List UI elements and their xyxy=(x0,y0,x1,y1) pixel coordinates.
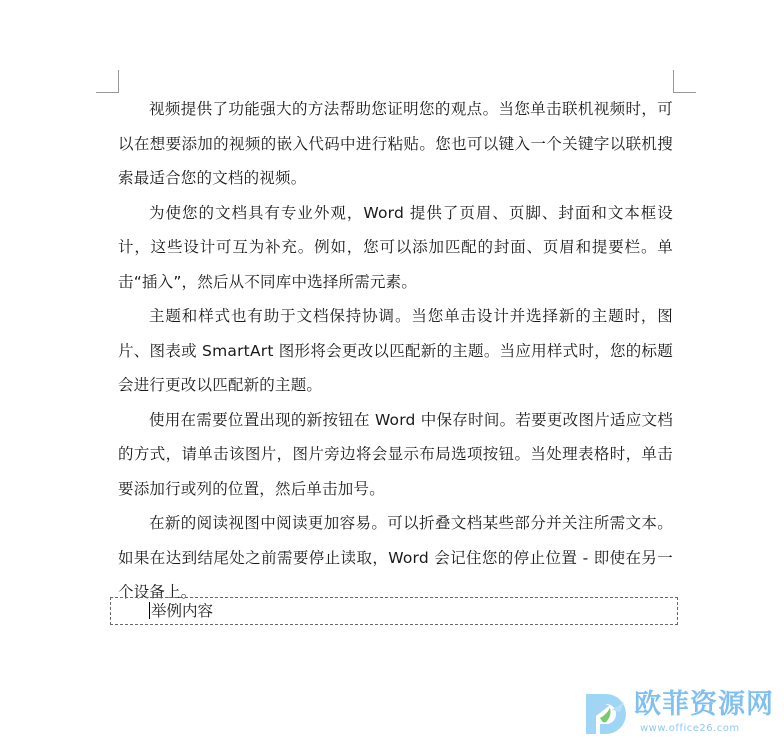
paragraph[interactable]: 使用在需要位置出现的新按钮在 Word 中保存时间。若要更改图片适应文档的方式，请单击该图片，图片旁边将会显示布局选项按钮。当处理表格时，单击要添加行或列的位置，然后单击加号。 xyxy=(118,410,673,498)
office-logo-icon xyxy=(578,688,634,740)
text-cursor xyxy=(149,602,150,619)
document-body[interactable] xyxy=(118,92,673,610)
margin-corner-top-right xyxy=(673,70,696,93)
paragraph[interactable]: 视频提供了功能强大的方法帮助您证明您的观点。当您单击联机视频时，可以在想要添加的视频的嵌入代码中进行粘贴。您也可以键入一个关键字以联机搜索最适合您的文档的视频。 xyxy=(118,100,673,187)
paragraph[interactable]: 在新的阅读视图中阅读更加容易。可以折叠文档某些部分并关注所需文本。如果在达到结尾处之前需要停止读取，Word 会记住您的停止位置 - 即使在另一个设备上。 xyxy=(118,514,673,601)
paragraph[interactable]: 主题和样式也有助于文档保持协调。当您单击设计并选择新的主题时，图片、图表或 SmartArt 图形将会更改以匹配新的主题。当应用样式时，您的标题会进行更改以匹配新的主题。 xyxy=(118,307,673,394)
text-box[interactable] xyxy=(110,597,678,625)
text-box-label[interactable]: 举例内容 xyxy=(151,602,214,620)
margin-corner-top-left xyxy=(96,70,119,93)
watermark-url: www.office26.com xyxy=(640,723,740,734)
text-box-content[interactable] xyxy=(149,600,213,622)
watermark xyxy=(578,688,778,740)
paragraph[interactable]: 为使您的文档具有专业外观，Word 提供了页眉、页脚、封面和文本框设计，这些设计可互为补充。例如，您可以添加匹配的封面、页眉和提要栏。单击“插入”，然后从不同库中选择所需元素。 xyxy=(118,203,673,291)
watermark-name: 欧菲资源网 xyxy=(634,689,774,720)
